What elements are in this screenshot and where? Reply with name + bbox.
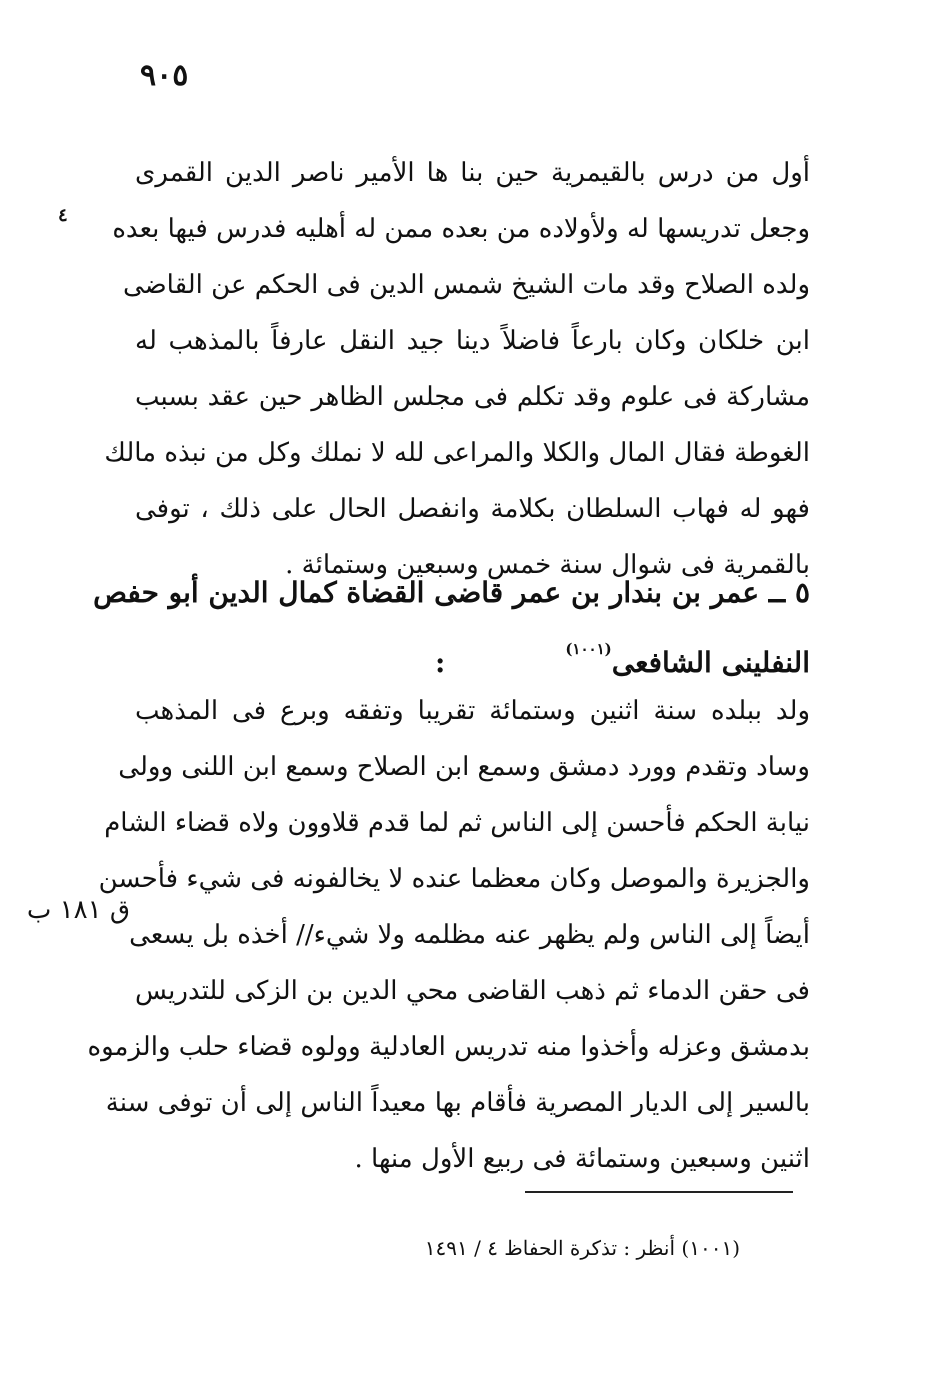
page-number: ٩٠٥ bbox=[140, 58, 189, 93]
paragraph-1-line: وجعل تدريسها له ولأولاده من بعده ممن له أهليه فدرس فيها بعده bbox=[112, 214, 810, 244]
paragraph-1-line: فهو له فهاب السلطان بكلامة وانفصل الحال على ذلك ، توفى bbox=[135, 494, 810, 524]
manuscript-folio-note: ق ١٨١ ب bbox=[26, 895, 130, 925]
paragraph-1-line: مشاركة فى علوم وقد تكلم فى مجلس الظاهر حين عقد بسبب bbox=[135, 382, 810, 412]
paragraph-2-line: فى حقن الدماء ثم ذهب القاضى محي الدين بن الزكى للتدريس bbox=[135, 976, 810, 1006]
paragraph-2-line: ولد ببلده سنة اثنين وستمائة تقريبا وتفقه وبرع فى المذهب bbox=[135, 696, 810, 726]
footnote-reference: (١٠٠١) bbox=[565, 640, 612, 658]
paragraph-2-line: والجزيرة والموصل وكان معظما عنده لا يخالفونه فى شيء فأحسن bbox=[98, 864, 810, 894]
entry-heading-line-2 bbox=[135, 621, 810, 691]
entry-heading-colon: : bbox=[434, 646, 446, 679]
footnote: (١٠٠١) أنظر : تذكرة الحفاظ ٤ / ١٤٩١ bbox=[424, 1236, 740, 1260]
footnote-divider bbox=[525, 1191, 793, 1193]
entry-heading bbox=[93, 565, 810, 691]
paragraph-1-line: ولده الصلاح وقد مات الشيخ شمس الدين فى الحكم عن القاضى bbox=[122, 270, 810, 300]
paragraph-2-line: نيابة الحكم فأحسن إلى الناس ثم لما قدم قلاوون ولاه قضاء الشام bbox=[104, 808, 810, 838]
paragraph-2-line: اثنين وسبعين وستمائة فى ربيع الأول منها . bbox=[354, 1144, 810, 1174]
paragraph-2-line: بدمشق وعزله وأخذوا منه تدريس العادلية وولوه قضاء حلب والزموه bbox=[87, 1032, 810, 1062]
paragraph-1-line: ابن خلكان وكان بارعاً فاضلاً دينا جيد النقل عارفاً بالمذهب له bbox=[135, 326, 810, 356]
paragraph-2-line: بالسير إلى الديار المصرية فأقام بها معيداً الناس إلى أن توفى سنة bbox=[105, 1088, 810, 1118]
paragraph-1-line: أول من درس بالقيمرية حين بنا ها الأمير ناصر الدين القمرى bbox=[135, 158, 810, 188]
entry-heading-name: النفلينى الشافعى bbox=[611, 646, 810, 679]
paragraph-2-line: وساد وتقدم وورد دمشق وسمع ابن الصلاح وسمع ابن اللنى وولى bbox=[118, 752, 810, 782]
entry-heading-line-1: ٥ ــ عمر بن بندار بن عمر قاضى القضاة كمال الدين أبو حفص bbox=[93, 576, 810, 609]
paragraph-2 bbox=[87, 683, 810, 1187]
paragraph-2-line: أيضاً إلى الناس ولم يظهر عنه مظلمه ولا شيء// أخذه بل يسعى bbox=[129, 920, 810, 950]
paragraph-1-line: بالقمرية فى شوال سنة خمس وسبعين وستمائة . bbox=[285, 550, 810, 580]
paragraph-1-line: الغوطة فقال المال والكلا والمراعى لله لا نملك وكل من نبذه مالك bbox=[104, 438, 810, 468]
stray-mark: ٤ bbox=[58, 205, 68, 226]
